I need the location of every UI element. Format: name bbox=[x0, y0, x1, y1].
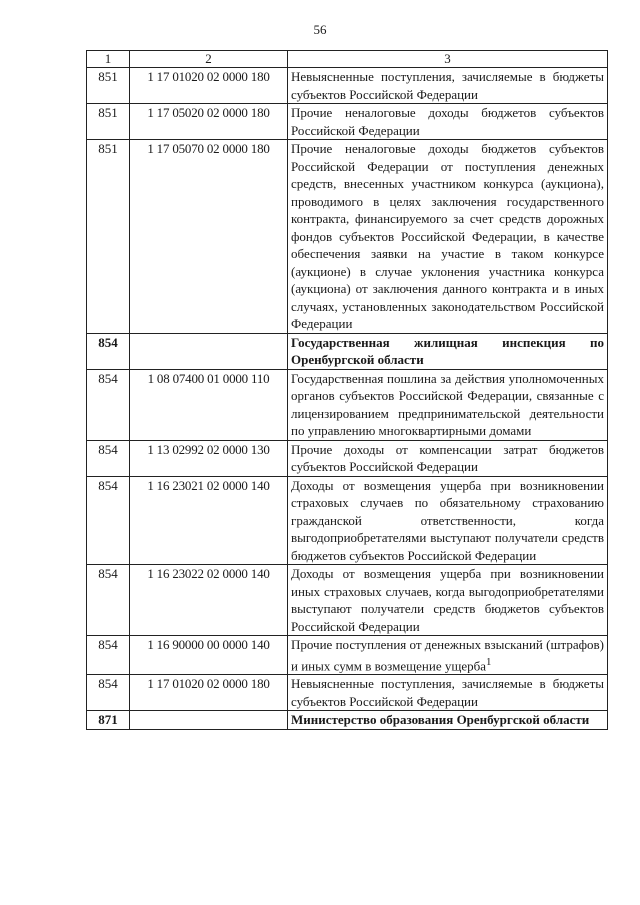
table-row bbox=[87, 476, 608, 565]
description-cell: Невыясненные поступления, зачисляемые в бюджеты субъектов Российской Федерации bbox=[288, 68, 608, 104]
admin-code-cell: 854 bbox=[87, 675, 130, 711]
table-header-row bbox=[87, 51, 608, 68]
admin-code-cell: 851 bbox=[87, 140, 130, 334]
admin-code-cell: 854 bbox=[87, 565, 130, 636]
table-row bbox=[87, 636, 608, 675]
admin-code-cell: 854 bbox=[87, 476, 130, 565]
admin-code-cell: 854 bbox=[87, 333, 130, 369]
table-row bbox=[87, 140, 608, 334]
table-row-section bbox=[87, 333, 608, 369]
revenue-classification-table bbox=[86, 50, 608, 730]
budget-code-cell: 1 17 01020 02 0000 180 bbox=[130, 68, 288, 104]
header-cell-col3: 3 bbox=[288, 51, 608, 68]
header-cell-col1: 1 bbox=[87, 51, 130, 68]
admin-code-cell: 854 bbox=[87, 369, 130, 440]
admin-code-cell: 851 bbox=[87, 68, 130, 104]
budget-code-cell: 1 13 02992 02 0000 130 bbox=[130, 440, 288, 476]
section-title-cell: Государственная жилищная инспекция по Оренбургской области bbox=[288, 333, 608, 369]
header-cell-col2: 2 bbox=[130, 51, 288, 68]
footnote-marker: 1 bbox=[486, 655, 492, 668]
description-cell: Прочие неналоговые доходы бюджетов субъектов Российской Федерации от поступления денежных средств, внесенных участником конкурса (аукциона), проводимого в целях заключения государственного контракта, финансируемого за счет средств дорожных фондов субъектов Российской Федерации, в качестве обеспечения заявки на участие в таком конкурсе (аукционе) в случае уклонения участника конкурса (аукциона) от заключения данного контракта и в иных случаях, установленных законодательством Российской Федерации bbox=[288, 140, 608, 334]
description-cell bbox=[288, 636, 608, 675]
budget-code-cell: 1 17 01020 02 0000 180 bbox=[130, 675, 288, 711]
description-cell: Прочие доходы от компенсации затрат бюджетов субъектов Российской Федерации bbox=[288, 440, 608, 476]
description-cell: Доходы от возмещения ущерба при возникновении страховых случаев по обязательному страхованию гражданской ответственности, когда выгодоприобретателями выступают получатели средств бюджетов субъектов Российской Федерации bbox=[288, 476, 608, 565]
description-text: Прочие поступления от денежных взысканий (штрафов) и иных сумм в возмещение ущерба bbox=[291, 637, 604, 673]
table-row bbox=[87, 68, 608, 104]
admin-code-cell: 854 bbox=[87, 636, 130, 675]
table-row bbox=[87, 675, 608, 711]
page-number: 56 bbox=[313, 22, 327, 37]
budget-code-cell bbox=[130, 333, 288, 369]
description-cell: Государственная пошлина за действия уполномоченных органов субъектов Российской Федерации, связанные с лицензированием предпринимательской деятельности по управлению многоквартирными домами bbox=[288, 369, 608, 440]
table-row bbox=[87, 440, 608, 476]
description-cell: Невыясненные поступления, зачисляемые в бюджеты субъектов Российской Федерации bbox=[288, 675, 608, 711]
budget-code-cell: 1 17 05070 02 0000 180 bbox=[130, 140, 288, 334]
budget-code-cell: 1 16 23022 02 0000 140 bbox=[130, 565, 288, 636]
description-cell: Доходы от возмещения ущерба при возникновении иных страховых случаев, когда выгодоприобретателями выступают получатели средств бюджетов субъектов Российской Федерации bbox=[288, 565, 608, 636]
table-row bbox=[87, 369, 608, 440]
admin-code-cell: 851 bbox=[87, 104, 130, 140]
admin-code-cell: 854 bbox=[87, 440, 130, 476]
budget-code-cell: 1 17 05020 02 0000 180 bbox=[130, 104, 288, 140]
budget-code-cell: 1 16 23021 02 0000 140 bbox=[130, 476, 288, 565]
description-cell: Прочие неналоговые доходы бюджетов субъектов Российской Федерации bbox=[288, 104, 608, 140]
admin-code-cell: 871 bbox=[87, 711, 130, 730]
budget-code-cell: 1 16 90000 00 0000 140 bbox=[130, 636, 288, 675]
table-row bbox=[87, 104, 608, 140]
table-row bbox=[87, 565, 608, 636]
section-title-cell: Министерство образования Оренбургской области bbox=[288, 711, 608, 730]
budget-code-cell bbox=[130, 711, 288, 730]
table-row-section bbox=[87, 711, 608, 730]
budget-code-cell: 1 08 07400 01 0000 110 bbox=[130, 369, 288, 440]
